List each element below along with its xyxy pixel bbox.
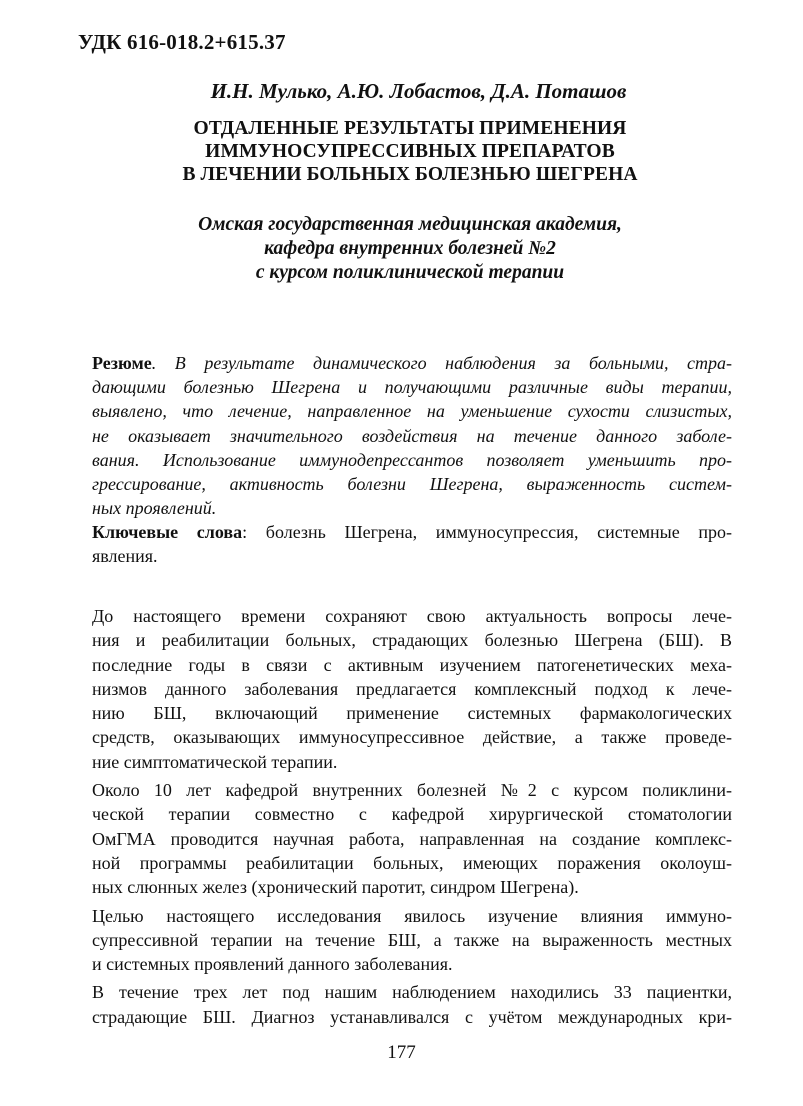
keywords-text: : болезнь Шегрена, иммуносупрессия, системные про-: [242, 522, 732, 542]
abstract-line: ных проявлений.: [92, 498, 217, 519]
text-line: нию БШ, включающий применение системных фармакологических: [92, 703, 732, 724]
text-line: супрессивной терапии на течение БШ, а также на выраженность местных: [92, 929, 732, 950]
title-line: В ЛЕЧЕНИИ БОЛЬНЫХ БОЛЕЗНЬЮ ШЕГРЕНА: [182, 164, 638, 185]
authors-line: [0, 79, 803, 104]
abstract-line: вания. Использование иммунодепрессантов позволяет уменьшить про-: [92, 449, 732, 470]
text-line: средств, оказывающих иммуносупрессивное действие, а также проведе-: [92, 727, 732, 748]
text-line: низмов данного заболевания предлагается комплексный подход к лече-: [92, 678, 732, 699]
keywords: [92, 520, 732, 568]
abstract-line: дающими болезнью Шегрена и получающими различные виды терапии,: [92, 377, 732, 398]
article-title: [80, 117, 740, 186]
abstract-line: не оказывает значительного воздействия на течение данного заболе-: [92, 425, 732, 446]
text-line: последние годы в связи с активным изучением патогенетических меха-: [92, 654, 732, 675]
affiliation-line: Омская государственная медицинская академия,: [198, 214, 622, 235]
text-line: Целью настоящего исследования явилось изучение влияния иммуно-: [92, 905, 732, 926]
text-line: и системных проявлений данного заболевания.: [92, 954, 453, 975]
abstract-text: . В результате динамического наблюдения за больными, стра-: [151, 353, 732, 373]
text-line: ческой терапии совместно с кафедрой хирургической стоматологии: [92, 804, 732, 825]
text-line: ной программы реабилитации больных, имеющих поражения околоуш-: [92, 852, 732, 873]
affiliation-line: с курсом поликлинической терапии: [255, 262, 565, 283]
text-line: В течение трех лет под нашим наблюдением находились 33 пациентки,: [92, 982, 732, 1003]
text-line: Около 10 лет кафедрой внутренних болезней №2 с курсом поликлини-: [92, 780, 732, 801]
keywords-line: [92, 520, 732, 544]
text-line: ных слюнных желез (хронический паротит, синдром Шегрена).: [92, 877, 579, 898]
authors-text: И.Н. Мулько, А.Ю. Лобастов, Д.А. Поташов: [210, 79, 627, 103]
paragraph: [92, 604, 732, 774]
udc-code: УДК 616-018.2+615.37: [78, 30, 286, 54]
title-line: ИММУНОСУПРЕССИВНЫХ ПРЕПАРАТОВ: [205, 141, 615, 162]
paragraph: [92, 904, 732, 977]
abstract-line: [92, 351, 732, 375]
text-line: До настоящего времени сохраняют свою актуальность вопросы лече-: [92, 606, 732, 626]
abstract: [92, 351, 732, 520]
keywords-line: явления.: [92, 546, 158, 567]
text-line: ОмГМА проводится научная работа, направленная на создание комплекс-: [92, 828, 732, 849]
page-number: 177: [387, 1042, 416, 1063]
title-line: ОТДАЛЕННЫЕ РЕЗУЛЬТАТЫ ПРИМЕНЕНИЯ: [193, 118, 627, 139]
text-line: страдающие БШ. Диагноз устанавливался с учётом международных кри-: [92, 1006, 732, 1027]
paragraph: [92, 980, 732, 1029]
keywords-label: Ключевые слова: [92, 522, 243, 542]
abstract-line: выявлено, что лечение, направленное на уменьшение сухости слизистых,: [92, 401, 732, 422]
paragraph: [92, 778, 732, 899]
body-text: [92, 604, 732, 1033]
text-line: ние симптоматической терапии.: [92, 751, 338, 772]
text-line: ния и реабилитации больных, страдающих болезнью Шегрена (БШ). В: [92, 630, 732, 651]
affiliation: [80, 213, 740, 285]
affiliation-line: кафедра внутренних болезней №2: [264, 238, 556, 259]
abstract-label: Резюме: [92, 353, 152, 373]
abstract-line: грессирование, активность болезни Шегрена, выраженность систем-: [92, 474, 732, 495]
